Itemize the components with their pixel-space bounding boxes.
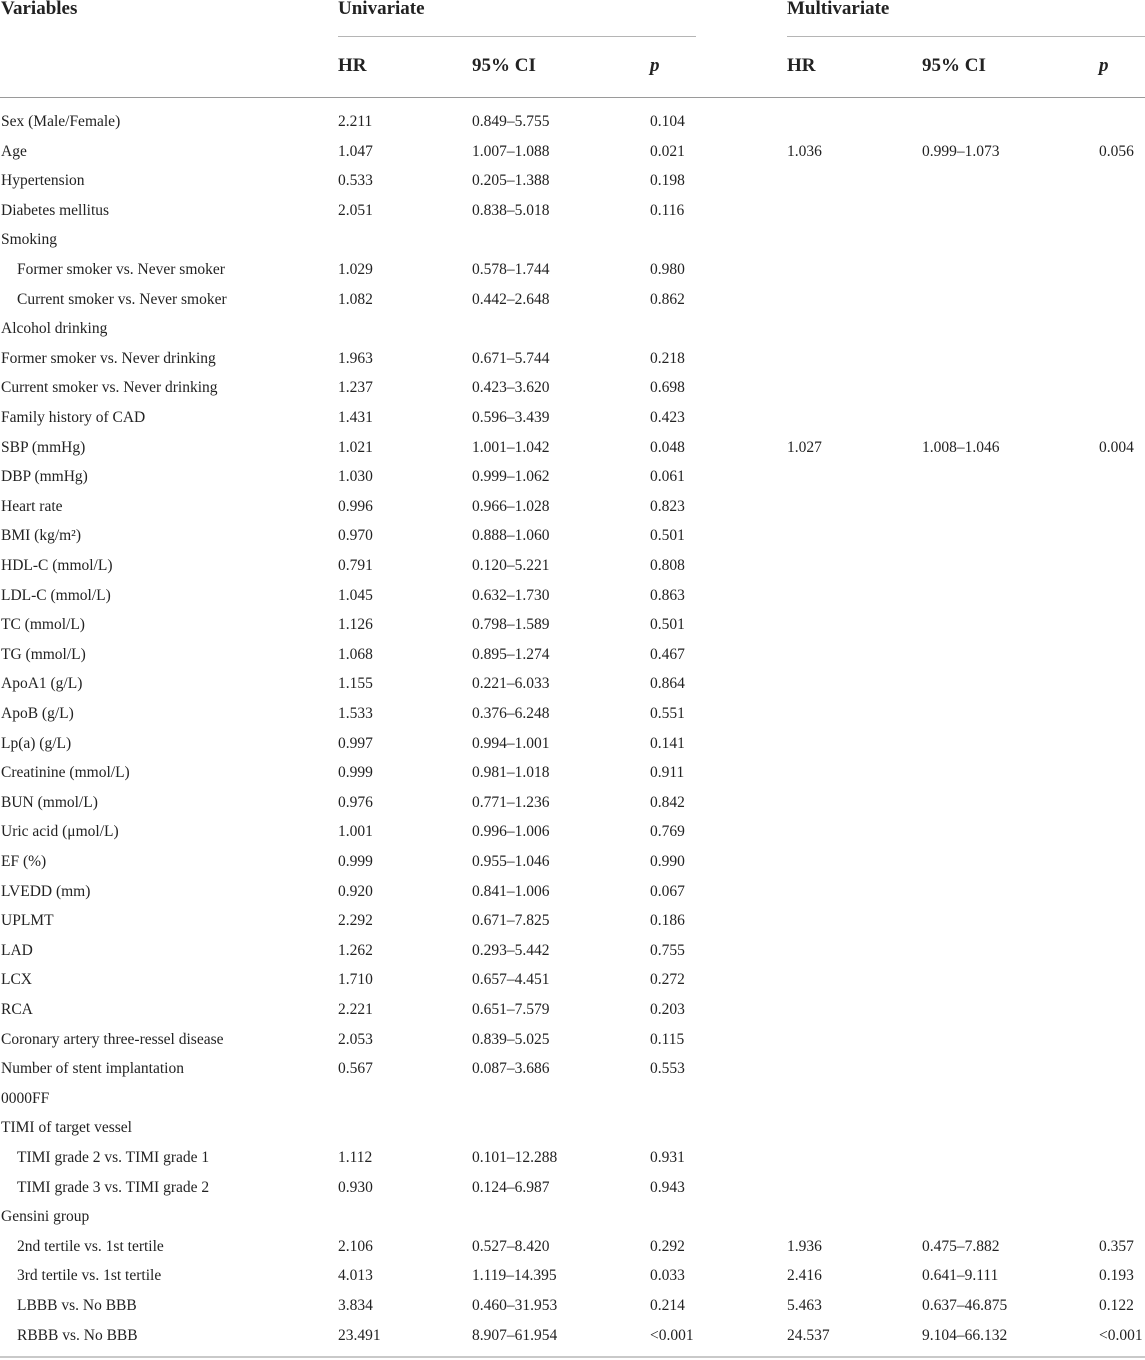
- univariate-ci: 0.423–3.620: [472, 379, 550, 397]
- table-row: [0, 669, 1145, 699]
- univariate-hr: 1.021: [338, 438, 373, 456]
- univariate-p: <0.001: [650, 1326, 694, 1344]
- univariate-p: 0.292: [650, 1237, 685, 1255]
- multivariate-p: <0.001: [1099, 1326, 1143, 1344]
- univariate-hr: 1.431: [338, 409, 373, 426]
- univariate-hr: 1.029: [338, 261, 373, 278]
- row-label: Former smoker vs. Never drinking: [1, 349, 216, 367]
- table-row: [0, 995, 1145, 1025]
- univariate-ci: 0.205–1.388: [472, 172, 550, 190]
- univariate-ci: 0.657–4.451: [472, 971, 550, 989]
- table-row: [0, 403, 1145, 433]
- univariate-ci: 0.671–5.744: [472, 349, 550, 367]
- row-label: TC (mmol/L): [1, 616, 85, 634]
- univariate-hr: 0.999: [338, 764, 373, 782]
- header-multivariate: Multivariate: [787, 0, 890, 19]
- table-row: [0, 107, 1145, 137]
- multivariate-ci: 0.637–46.875: [922, 1297, 1008, 1314]
- univariate-p: 0.104: [650, 113, 685, 130]
- row-label: Former smoker vs. Never smoker: [17, 261, 225, 278]
- univariate-ci: 0.376–6.248: [472, 705, 550, 722]
- univariate-hr: 1.262: [338, 941, 373, 959]
- table-row: [0, 729, 1145, 759]
- multivariate-ci: 0.999–1.073: [922, 142, 1000, 160]
- univariate-p: 0.203: [650, 1001, 685, 1018]
- row-label: BUN (mmol/L): [1, 793, 98, 811]
- univariate-ci: 0.596–3.439: [472, 409, 550, 426]
- univariate-ci: 0.999–1.062: [472, 468, 550, 486]
- table-row: [0, 610, 1145, 640]
- univariate-p: 0.501: [650, 616, 685, 634]
- header-multivariate-p: p: [1099, 55, 1109, 76]
- table-row: [0, 344, 1145, 374]
- univariate-hr: 0.996: [338, 497, 373, 515]
- univariate-hr: 1.126: [338, 616, 373, 634]
- table-row: [0, 285, 1145, 315]
- multivariate-hr: 1.036: [787, 142, 822, 160]
- univariate-ci: 0.849–5.755: [472, 113, 550, 130]
- row-label: Hypertension: [1, 172, 85, 190]
- univariate-ci: 0.578–1.744: [472, 261, 550, 278]
- univariate-hr: 2.106: [338, 1237, 373, 1255]
- row-label: Lp(a) (g/L): [1, 734, 72, 752]
- table-row: [0, 581, 1145, 611]
- univariate-ci: 0.994–1.001: [472, 734, 550, 752]
- header-univariate-ci: 95% CI: [472, 55, 536, 76]
- table-row: [0, 137, 1145, 167]
- univariate-ci: 0.087–3.686: [472, 1060, 550, 1078]
- univariate-p: 0.272: [650, 971, 685, 989]
- row-label: TG (mmol/L): [1, 645, 86, 663]
- univariate-ci: 0.798–1.589: [472, 616, 550, 634]
- multivariate-hr: 24.537: [787, 1326, 830, 1344]
- univariate-ci: 8.907–61.954: [472, 1326, 558, 1344]
- univariate-p: 0.553: [650, 1060, 685, 1078]
- univariate-p: 0.823: [650, 497, 685, 515]
- table-row: [0, 1084, 1145, 1114]
- univariate-ci: 0.124–6.987: [472, 1178, 550, 1196]
- univariate-p: 0.769: [650, 823, 685, 841]
- table-row: [0, 1173, 1145, 1203]
- table-row: [0, 788, 1145, 818]
- univariate-p: 0.943: [650, 1178, 685, 1196]
- table-row: [0, 699, 1145, 729]
- univariate-p: 0.864: [650, 675, 685, 693]
- multivariate-ci: 9.104–66.132: [922, 1326, 1008, 1344]
- multivariate-ci: 0.641–9.111: [922, 1267, 999, 1285]
- univariate-ci: 0.838–5.018: [472, 201, 550, 219]
- multivariate-p: 0.122: [1099, 1297, 1134, 1314]
- univariate-p: 0.048: [650, 438, 685, 456]
- univariate-ci: 0.996–1.006: [472, 823, 550, 841]
- header-variables: Variables: [1, 0, 78, 19]
- univariate-ci: 0.955–1.046: [472, 853, 550, 870]
- univariate-p: 0.862: [650, 290, 685, 308]
- univariate-hr: 1.045: [338, 586, 373, 604]
- univariate-hr: 2.221: [338, 1001, 373, 1018]
- row-label: Heart rate: [1, 497, 63, 515]
- univariate-hr: 23.491: [338, 1326, 381, 1344]
- univariate-p: 0.067: [650, 882, 685, 900]
- table-row: [0, 462, 1145, 492]
- univariate-hr: 1.710: [338, 971, 373, 989]
- univariate-hr: 0.920: [338, 882, 373, 900]
- header-multivariate-ci: 95% CI: [922, 55, 986, 76]
- univariate-ci: 0.460–31.953: [472, 1297, 558, 1314]
- row-label: TIMI of target vessel: [1, 1119, 132, 1137]
- univariate-p: 0.061: [650, 468, 685, 486]
- table-row: [0, 965, 1145, 995]
- row-label: ApoA1 (g/L): [1, 675, 83, 693]
- multivariate-ci: 0.475–7.882: [922, 1237, 1000, 1255]
- table-row: [0, 492, 1145, 522]
- row-label: Age: [1, 142, 27, 160]
- univariate-ci: 0.651–7.579: [472, 1001, 550, 1018]
- univariate-hr: 1.068: [338, 645, 373, 663]
- header-univariate-hr: HR: [338, 55, 367, 76]
- row-label: Uric acid (μmol/L): [1, 823, 119, 841]
- univariate-hr: 3.834: [338, 1297, 373, 1314]
- table-row: [0, 373, 1145, 403]
- bottom-rule: [0, 1356, 1145, 1358]
- univariate-p: 0.423: [650, 409, 685, 426]
- row-label: LBBB vs. No BBB: [17, 1297, 137, 1314]
- row-label: Diabetes mellitus: [1, 201, 110, 219]
- univariate-p: 0.021: [650, 142, 685, 160]
- row-label: RBBB vs. No BBB: [17, 1326, 138, 1344]
- table-row: [0, 521, 1145, 551]
- multivariate-ci: 1.008–1.046: [922, 438, 1000, 456]
- univariate-hr: 1.237: [338, 379, 373, 397]
- table-row: [0, 817, 1145, 847]
- row-label: EF (%): [1, 853, 47, 870]
- univariate-ci: 0.839–5.025: [472, 1030, 550, 1048]
- univariate-ci: 0.120–5.221: [472, 557, 550, 574]
- univariate-p: 0.931: [650, 1149, 685, 1166]
- univariate-p: 0.980: [650, 261, 685, 278]
- univariate-p: 0.467: [650, 645, 685, 663]
- univariate-p: 0.990: [650, 853, 685, 870]
- univariate-hr: 2.292: [338, 912, 373, 930]
- univariate-hr: 1.963: [338, 349, 373, 367]
- univariate-hr: 0.791: [338, 557, 373, 574]
- univariate-hr: 0.533: [338, 172, 373, 190]
- row-label: TIMI grade 2 vs. TIMI grade 1: [17, 1149, 210, 1166]
- row-label: Sex (Male/Female): [1, 113, 121, 130]
- multivariate-hr: 5.463: [787, 1297, 822, 1314]
- univariate-hr: 1.047: [338, 142, 373, 160]
- univariate-hr: 1.155: [338, 675, 373, 693]
- row-label: LDL-C (mmol/L): [1, 586, 111, 604]
- univariate-hr: 4.013: [338, 1267, 373, 1285]
- table-row: [0, 196, 1145, 226]
- row-label: 3rd tertile vs. 1st tertile: [17, 1267, 162, 1285]
- univariate-ci: 0.101–12.288: [472, 1149, 558, 1166]
- table-row: [0, 877, 1145, 907]
- row-label: Current smoker vs. Never smoker: [17, 290, 227, 308]
- table-row: [0, 906, 1145, 936]
- univariate-p: 0.033: [650, 1267, 685, 1285]
- univariate-hr: 0.997: [338, 734, 373, 752]
- header-multivariate-hr: HR: [787, 55, 816, 76]
- univariate-hr: 1.030: [338, 468, 373, 486]
- table-row: [0, 314, 1145, 344]
- univariate-ci: 1.007–1.088: [472, 142, 550, 160]
- multivariate-p: 0.056: [1099, 142, 1134, 160]
- univariate-p: 0.141: [650, 734, 685, 752]
- table-row: [0, 225, 1145, 255]
- univariate-hr: 1.001: [338, 823, 373, 841]
- univariate-ci: 0.771–1.236: [472, 793, 550, 811]
- univariate-p: 0.218: [650, 349, 685, 367]
- univariate-p: 0.698: [650, 379, 685, 397]
- multivariate-p: 0.357: [1099, 1237, 1134, 1255]
- row-label: HDL-C (mmol/L): [1, 557, 113, 574]
- univariate-p: 0.808: [650, 557, 685, 574]
- univariate-hr: 1.533: [338, 705, 373, 722]
- univariate-hr: 0.976: [338, 793, 373, 811]
- univariate-ci: 0.293–5.442: [472, 941, 550, 959]
- row-label: Family history of CAD: [1, 409, 146, 426]
- table-row: [0, 847, 1145, 877]
- univariate-hr: 2.051: [338, 201, 373, 219]
- univariate-hr: 0.930: [338, 1178, 373, 1196]
- header-univariate-p: p: [650, 55, 660, 76]
- table-row: [0, 1025, 1145, 1055]
- table-row: [0, 255, 1145, 285]
- row-label: Gensini group: [1, 1208, 90, 1226]
- univariate-ci: 0.966–1.028: [472, 497, 550, 515]
- multivariate-hr: 1.027: [787, 438, 822, 456]
- row-label: Alcohol drinking: [1, 320, 108, 338]
- row-label: DBP (mmHg): [1, 468, 88, 486]
- table-row: [0, 1321, 1145, 1351]
- univariate-hr: 2.053: [338, 1030, 373, 1048]
- row-label: Number of stent implantation: [1, 1060, 184, 1078]
- univariate-p: 0.501: [650, 527, 685, 545]
- table-row: [0, 1113, 1145, 1143]
- table-row: [0, 1202, 1145, 1232]
- univariate-p: 0.214: [650, 1297, 685, 1314]
- multivariate-hr: 1.936: [787, 1237, 822, 1255]
- multivariate-p: 0.193: [1099, 1267, 1134, 1285]
- univariate-ci: 0.632–1.730: [472, 586, 550, 604]
- univariate-hr: 1.112: [338, 1149, 373, 1166]
- univariate-hr: 0.567: [338, 1060, 373, 1078]
- table-row: [0, 1054, 1145, 1084]
- univariate-p: 0.842: [650, 793, 685, 811]
- multivariate-p: 0.004: [1099, 438, 1134, 456]
- row-label: Current smoker vs. Never drinking: [1, 379, 218, 397]
- univariate-ci: 0.888–1.060: [472, 527, 550, 545]
- row-label: ApoB (g/L): [1, 705, 74, 722]
- row-label: BMI (kg/m²): [1, 527, 81, 545]
- univariate-ci: 1.119–14.395: [472, 1267, 557, 1285]
- table-row: [0, 433, 1145, 463]
- table-row: [0, 1261, 1145, 1291]
- univariate-ci: 0.841–1.006: [472, 882, 550, 900]
- row-label: 2nd tertile vs. 1st tertile: [17, 1237, 164, 1255]
- univariate-p: 0.911: [650, 764, 685, 782]
- univariate-ci: 1.001–1.042: [472, 438, 550, 456]
- univariate-p: 0.116: [650, 201, 685, 219]
- row-label: UPLMT: [1, 912, 54, 930]
- univariate-ci: 0.527–8.420: [472, 1237, 550, 1255]
- row-label: TIMI grade 3 vs. TIMI grade 2: [17, 1178, 210, 1196]
- row-label: LCX: [1, 971, 32, 989]
- univariate-ci: 0.442–2.648: [472, 290, 550, 308]
- row-label: 0000FF: [1, 1089, 50, 1107]
- table-row: [0, 166, 1145, 196]
- univariate-p: 0.755: [650, 941, 685, 959]
- row-label: Coronary artery three-ressel disease: [1, 1030, 224, 1048]
- row-label: SBP (mmHg): [1, 438, 86, 456]
- header-univariate: Univariate: [338, 0, 425, 19]
- row-label: Creatinine (mmol/L): [1, 764, 130, 782]
- univariate-hr: 1.082: [338, 290, 373, 308]
- row-label: RCA: [1, 1001, 33, 1018]
- univariate-ci: 0.671–7.825: [472, 912, 550, 930]
- univariate-ci: 0.221–6.033: [472, 675, 550, 693]
- univariate-hr: 0.970: [338, 527, 373, 545]
- row-label: Smoking: [1, 231, 57, 249]
- univariate-ci: 0.895–1.274: [472, 645, 550, 663]
- univariate-p: 0.198: [650, 172, 685, 190]
- table-row: [0, 1232, 1145, 1262]
- univariate-hr: 0.999: [338, 853, 373, 870]
- univariate-p: 0.115: [650, 1030, 685, 1048]
- row-label: LVEDD (mm): [1, 882, 91, 900]
- table-row: [0, 936, 1145, 966]
- table-row: [0, 758, 1145, 788]
- table-row: [0, 1143, 1145, 1173]
- univariate-p: 0.186: [650, 912, 685, 930]
- table-row: [0, 551, 1145, 581]
- univariate-hr: 2.211: [338, 113, 373, 130]
- row-label: LAD: [1, 941, 33, 959]
- table-row: [0, 640, 1145, 670]
- univariate-p: 0.863: [650, 586, 685, 604]
- table-row: [0, 1291, 1145, 1321]
- univariate-ci: 0.981–1.018: [472, 764, 550, 782]
- multivariate-hr: 2.416: [787, 1267, 822, 1285]
- univariate-p: 0.551: [650, 705, 685, 722]
